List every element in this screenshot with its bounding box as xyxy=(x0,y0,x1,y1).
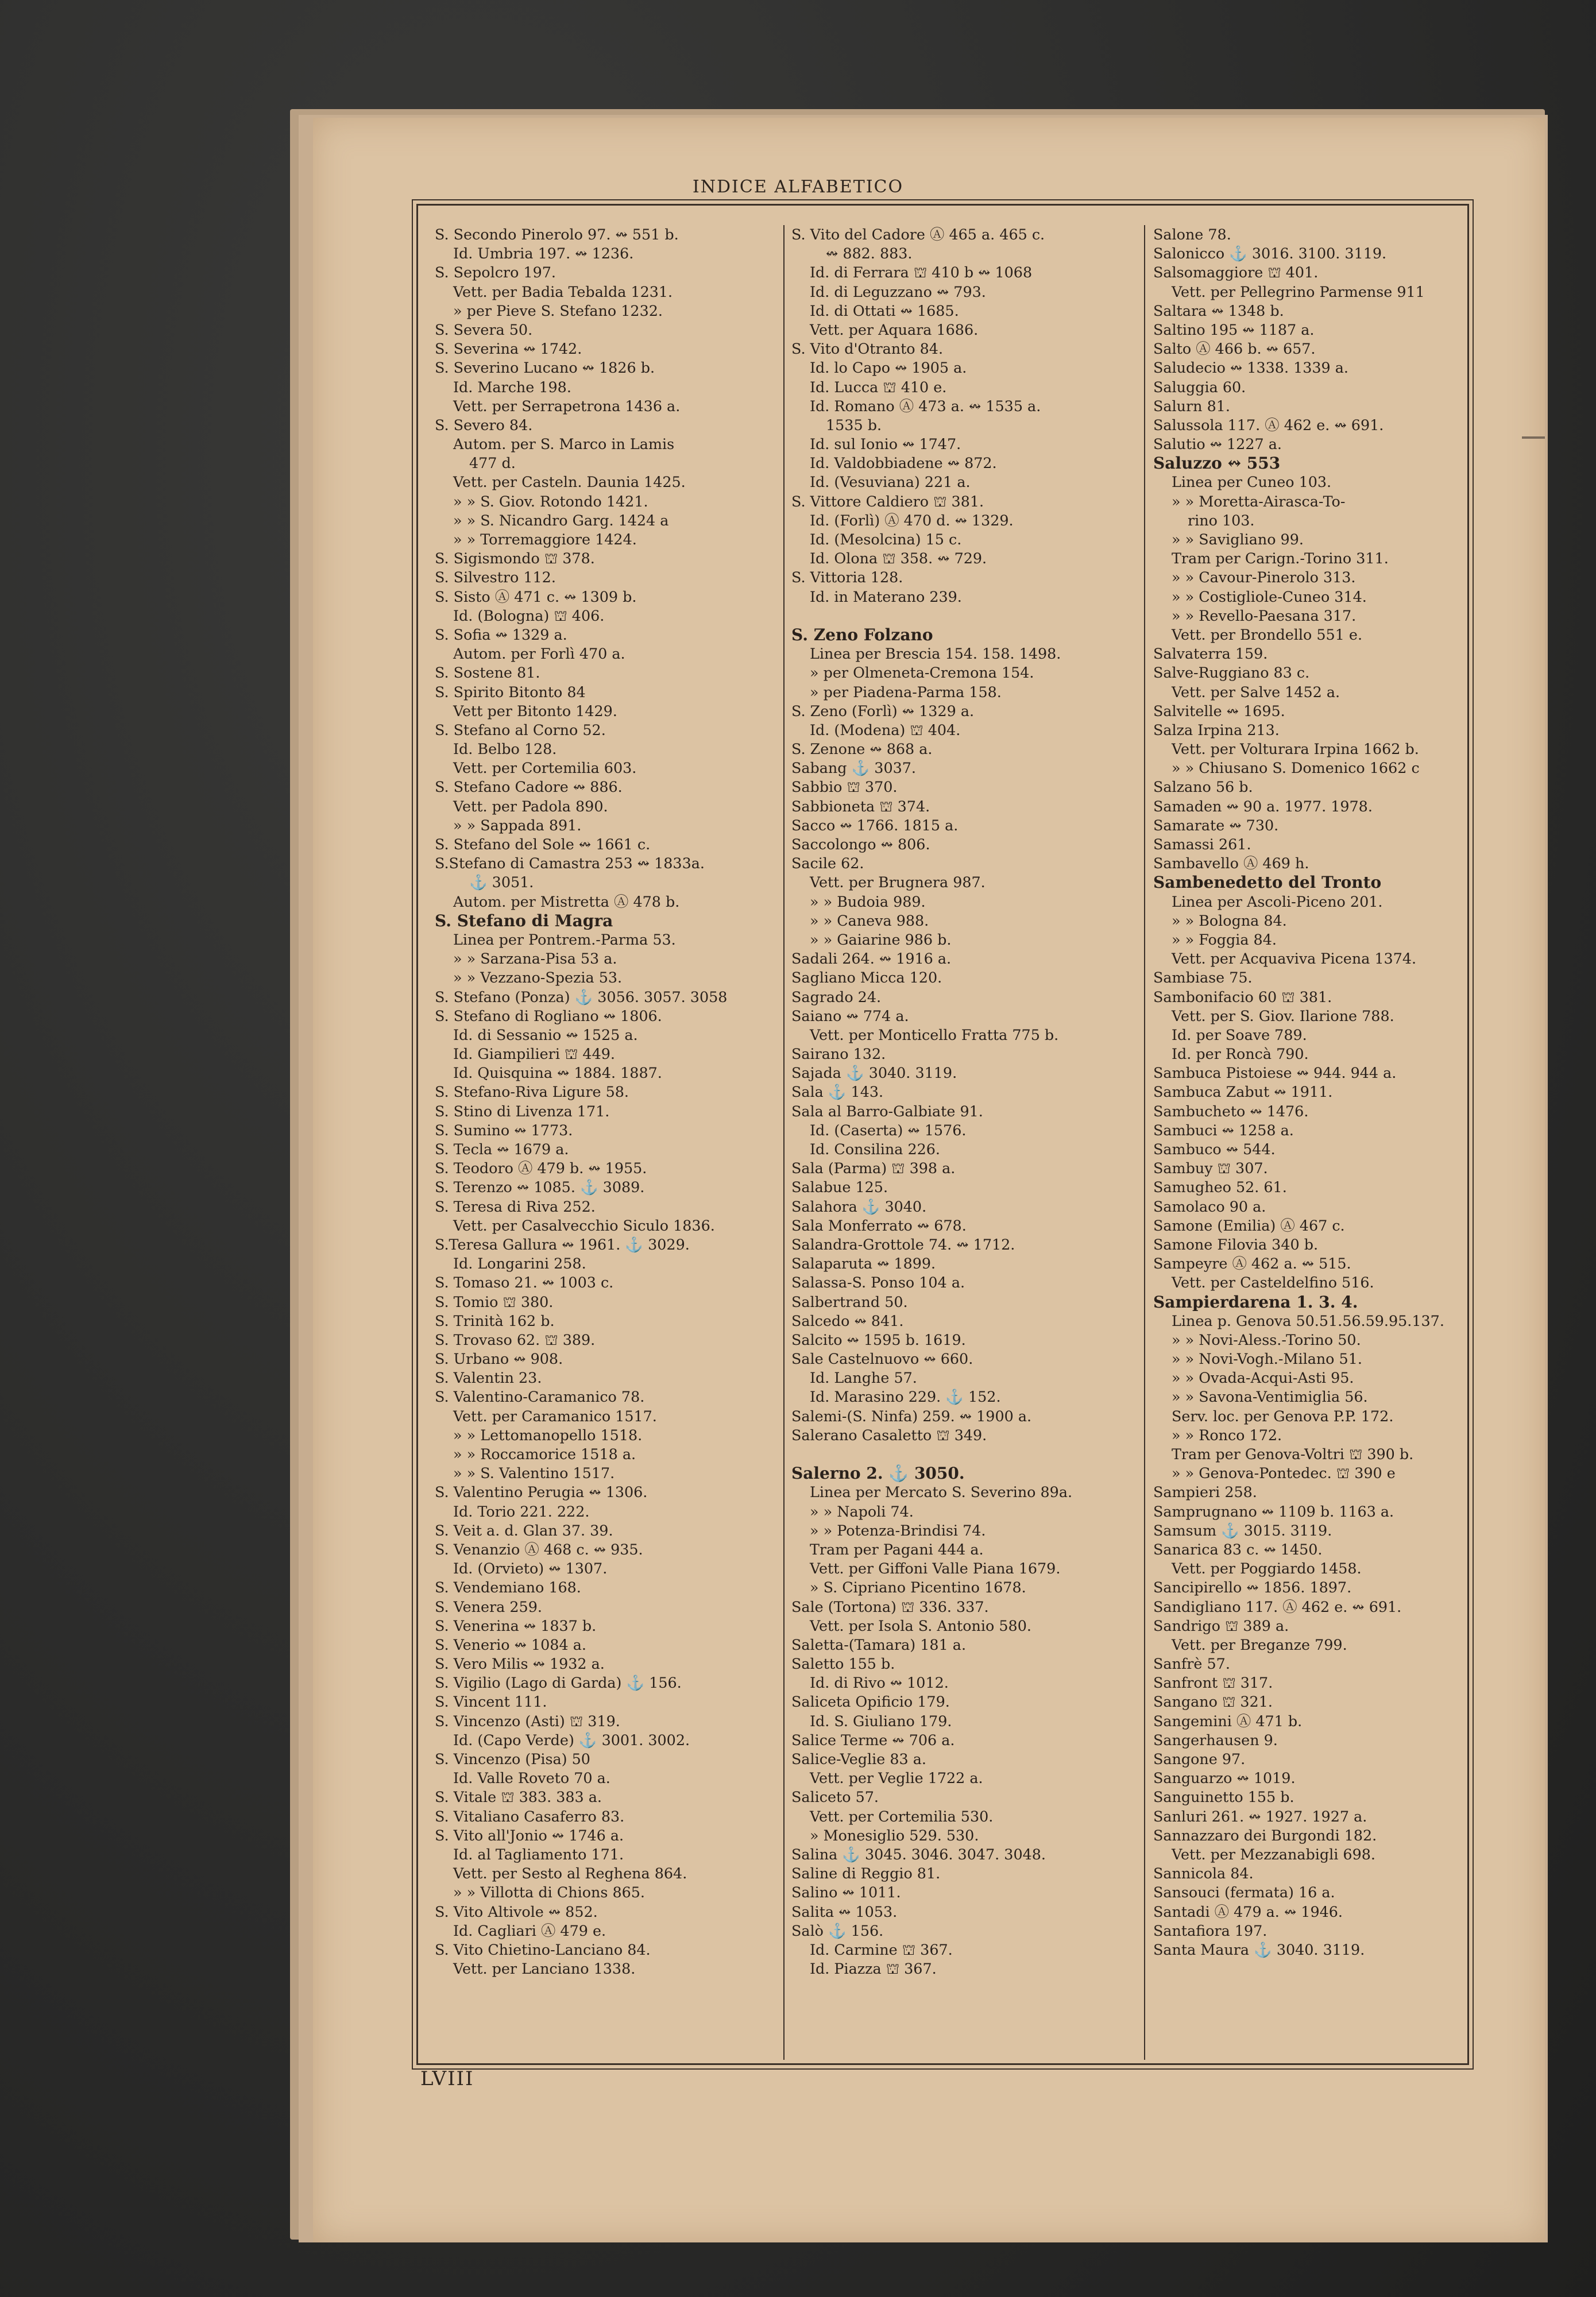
index-entry xyxy=(791,1445,1136,1464)
index-entry: Samsum ⚓ 3015. 3119. xyxy=(1153,1521,1332,1539)
index-entry: Vett. per Acquaviva Picena 1374. xyxy=(1172,950,1417,968)
index-entry: Saltino 195 ↭ 1187 a. xyxy=(1153,320,1315,338)
index-entry: Id. (Bologna) ⛫ 406. xyxy=(453,606,605,624)
index-entry: » » Savona-Ventimiglia 56. xyxy=(1172,1388,1368,1406)
index-entry: Id. in Materano 239. xyxy=(810,587,962,605)
index-entry: Id. (Caserta) ↭ 1576. xyxy=(810,1121,967,1139)
index-entry: Sandrigo ⛫ 389 a. xyxy=(1153,1617,1289,1634)
index-entry: Id. Umbria 197. ↭ 1236. xyxy=(453,245,634,262)
index-entry: Sambiase 75. xyxy=(1153,969,1253,987)
index-entry: S. Vero Milis ↭ 1932 a. xyxy=(435,1655,605,1673)
index-entry: Vett. per Pellegrino Parmense 911 xyxy=(1172,283,1425,300)
index-entry: Sansouci (fermata) 16 a. xyxy=(1153,1884,1335,1901)
index-column-1 xyxy=(435,225,779,1978)
index-entry: Id. Valle Roveto 70 a. xyxy=(453,1769,610,1787)
index-entry: Saluggia 60. xyxy=(1153,378,1246,396)
index-entry: Vett. per Sesto al Reghena 864. xyxy=(453,1865,687,1882)
index-entry: S. Trinità 162 b. xyxy=(435,1312,555,1329)
index-entry: Vett. per Padola 890. xyxy=(453,797,608,815)
index-entry: » » S. Valentino 1517. xyxy=(453,1464,615,1482)
index-entry: Id. di Rivo ↭ 1012. xyxy=(810,1674,949,1692)
index-entry: Sancipirello ↭ 1856. 1897. xyxy=(1153,1579,1352,1596)
index-entry: S. Tomaso 21. ↭ 1003 c. xyxy=(435,1274,614,1291)
index-entry: S. Vigilio (Lago di Garda) ⚓ 156. xyxy=(435,1674,682,1692)
index-entry: Sambuco ↭ 544. xyxy=(1153,1140,1276,1158)
index-entry: S. Severina ↭ 1742. xyxy=(435,340,582,358)
index-entry: S. Venerina ↭ 1837 b. xyxy=(435,1617,597,1634)
index-entry: Id. Giampilieri ⛫ 449. xyxy=(453,1045,615,1063)
index-entry: S. Sumino ↭ 1773. xyxy=(435,1121,573,1139)
index-entry: Saltara ↭ 1348 b. xyxy=(1153,301,1284,319)
index-entry: » » Napoli 74. xyxy=(810,1502,914,1520)
index-entry: Samone Filovia 340 b. xyxy=(1153,1235,1319,1253)
index-entry: Salcito ↭ 1595 b. 1619. xyxy=(791,1331,966,1348)
index-column-3 xyxy=(1153,225,1492,1959)
index-entry: » » Ronco 172. xyxy=(1172,1426,1282,1444)
index-entry: 477 d. xyxy=(469,454,516,472)
page-header: INDICE ALFABETICO xyxy=(692,177,904,197)
index-entry: » » Potenza-Brindisi 74. xyxy=(810,1521,986,1539)
index-entry: Tram per Pagani 444 a. xyxy=(810,1540,984,1558)
index-entry: S. Veit a. d. Glan 37. 39. xyxy=(435,1521,613,1539)
index-entry: Vett. per Salve 1452 a. xyxy=(1172,683,1340,701)
page-number: LVIII xyxy=(420,2067,474,2090)
index-entry: S. Valentin 23. xyxy=(435,1369,542,1387)
index-entry: Vett. per Casteln. Daunia 1425. xyxy=(453,473,686,491)
index-entry: Sangone 97. xyxy=(1153,1750,1246,1768)
index-entry: Vett. per Brondello 551 e. xyxy=(1172,625,1363,643)
index-entry: Id. (Mesolcina) 15 c. xyxy=(810,531,962,548)
index-entry: Salice Terme ↭ 706 a. xyxy=(791,1731,955,1749)
index-entry: Vett. per Lanciano 1338. xyxy=(453,1960,636,1978)
index-entry: » » Torremaggiore 1424. xyxy=(453,531,637,548)
index-entry: Sala al Barro-Galbiate 91. xyxy=(791,1102,983,1120)
index-entry: Samassi 261. xyxy=(1153,836,1251,853)
index-entry: Salvaterra 159. xyxy=(1153,645,1268,663)
index-heading: S. Zeno Folzano xyxy=(791,625,933,644)
index-entry: Sala (Parma) ⛫ 398 a. xyxy=(791,1159,956,1177)
index-entry: Id. di Sessanio ↭ 1525 a. xyxy=(453,1026,638,1043)
index-entry: Id. (Capo Verde) ⚓ 3001. 3002. xyxy=(453,1731,690,1749)
index-entry: Santa Maura ⚓ 3040. 3119. xyxy=(1153,1940,1365,1958)
index-heading: Sambenedetto del Tronto xyxy=(1153,873,1382,892)
index-entry: Id. Lucca ⛫ 410 e. xyxy=(810,378,947,396)
index-entry: Santafiora 197. xyxy=(1153,1921,1267,1939)
index-heading: S. Stefano di Magra xyxy=(435,911,613,930)
index-entry: S. Vito Altivole ↭ 852. xyxy=(435,1902,598,1920)
index-entry: Vett. per Giffoni Valle Piana 1679. xyxy=(810,1560,1061,1577)
index-entry: Sacco ↭ 1766. 1815 a. xyxy=(791,816,959,834)
index-entry: Id. Valdobbiadene ↭ 872. xyxy=(810,454,997,472)
index-entry: Saletta-(Tamara) 181 a. xyxy=(791,1635,967,1653)
index-entry: Sanguarzo ↭ 1019. xyxy=(1153,1769,1296,1787)
index-entry: S. Vendemiano 168. xyxy=(435,1579,581,1596)
index-entry: Autom. per Mistretta Ⓐ 478 b. xyxy=(453,892,680,910)
index-entry: S. Venera 259. xyxy=(435,1598,542,1615)
index-entry: ⚓ 3051. xyxy=(469,873,534,891)
index-entry: Sabang ⚓ 3037. xyxy=(791,759,916,777)
index-entry: Salaparuta ↭ 1899. xyxy=(791,1255,936,1273)
index-entry: Salsomaggiore ⛫ 401. xyxy=(1153,264,1319,281)
index-entry: Salabue 125. xyxy=(791,1178,888,1196)
index-entry: Santadi Ⓐ 479 a. ↭ 1946. xyxy=(1153,1902,1343,1920)
index-entry: Salino ↭ 1011. xyxy=(791,1884,901,1901)
index-entry: Vett. per Casteldelfino 516. xyxy=(1172,1274,1374,1291)
index-entry: S. Vito del Cadore Ⓐ 465 a. 465 c. xyxy=(791,226,1045,243)
index-entry: Id. per Soave 789. xyxy=(1172,1026,1307,1043)
index-entry: » » Chiusano S. Domenico 1662 c xyxy=(1172,759,1420,777)
index-entry: S. Severa 50. xyxy=(435,320,533,338)
index-entry: Sannazzaro dei Burgondi 182. xyxy=(1153,1826,1377,1844)
index-entry: S. Vito Chietino-Lanciano 84. xyxy=(435,1940,651,1958)
index-entry: » » Moretta-Airasca-To- xyxy=(1172,492,1346,510)
index-entry: Id. Torio 221. 222. xyxy=(453,1502,590,1520)
index-entry: » » Cavour-Pinerolo 313. xyxy=(1172,569,1356,586)
index-heading: Saluzzo ↭ 553 xyxy=(1153,454,1281,473)
index-entry: Id. Romano Ⓐ 473 a. ↭ 1535 a. xyxy=(810,397,1041,415)
index-entry: Sambuy ⛫ 307. xyxy=(1153,1159,1268,1177)
index-entry: Sampieri 258. xyxy=(1153,1483,1257,1501)
index-entry: Salò ⚓ 156. xyxy=(791,1921,884,1939)
index-entry: Vett. per Monticello Fratta 775 b. xyxy=(810,1026,1059,1043)
index-entry: S. Vito d'Otranto 84. xyxy=(791,340,944,358)
index-entry: Autom. per Forlì 470 a. xyxy=(453,645,625,663)
index-entry: Id. Belbo 128. xyxy=(453,740,557,758)
index-entry: Saccolongo ↭ 806. xyxy=(791,836,930,853)
index-entry: S. Severino Lucano ↭ 1826 b. xyxy=(435,359,655,377)
index-entry: S. Sigismondo ⛫ 378. xyxy=(435,550,595,567)
index-entry: Vett. per Cortemilia 530. xyxy=(810,1807,994,1825)
index-entry: S. Venerio ↭ 1084 a. xyxy=(435,1635,586,1653)
index-entry: S. Vitale ⛫ 383. 383 a. xyxy=(435,1788,602,1806)
index-column-2 xyxy=(791,225,1136,1978)
index-entry: Salice-Veglie 83 a. xyxy=(791,1750,926,1768)
index-entry: » » Foggia 84. xyxy=(1172,930,1277,948)
index-entry: Linea per Mercato S. Severino 89a. xyxy=(810,1483,1073,1501)
index-entry: Id. Piazza ⛫ 367. xyxy=(810,1960,937,1978)
index-entry: S. Vitaliano Casaferro 83. xyxy=(435,1807,625,1825)
index-entry: Salussola 117. Ⓐ 462 e. ↭ 691. xyxy=(1153,416,1384,434)
index-entry: » » S. Nicandro Garg. 1424 a xyxy=(453,511,669,529)
index-entry: S. Terenzo ↭ 1085. ⚓ 3089. xyxy=(435,1178,645,1196)
index-entry: S. Valentino Perugia ↭ 1306. xyxy=(435,1483,648,1501)
index-entry: S. Trovaso 62. ⛫ 389. xyxy=(435,1331,596,1348)
index-entry: Linea per Pontrem.-Parma 53. xyxy=(453,930,676,948)
index-entry: S. Teresa di Riva 252. xyxy=(435,1197,596,1215)
index-entry: » » Novi-Aless.-Torino 50. xyxy=(1172,1331,1361,1348)
index-entry: 1535 b. xyxy=(826,416,882,434)
index-entry: Vett. per Breganze 799. xyxy=(1172,1635,1347,1653)
index-entry: Salonicco ⚓ 3016. 3100. 3119. xyxy=(1153,245,1387,262)
index-entry: » » S. Giov. Rotondo 1421. xyxy=(453,492,648,510)
index-entry: Autom. per S. Marco in Lamis xyxy=(453,435,675,453)
index-entry: » » Sarzana-Pisa 53 a. xyxy=(453,950,617,968)
index-entry: Sala Monferrato ↭ 678. xyxy=(791,1216,967,1234)
index-entry: S. Sofia ↭ 1329 a. xyxy=(435,625,567,643)
index-entry: Id. (Forlì) Ⓐ 470 d. ↭ 1329. xyxy=(810,511,1014,529)
index-entry: Sangerhausen 9. xyxy=(1153,1731,1278,1749)
index-entry: Sangemini Ⓐ 471 b. xyxy=(1153,1712,1303,1730)
index-entry: S. Vito all'Jonio ↭ 1746 a. xyxy=(435,1826,624,1844)
index-entry: Sambucheto ↭ 1476. xyxy=(1153,1102,1309,1120)
index-entry: » per Olmeneta-Cremona 154. xyxy=(810,664,1034,682)
index-entry: Sairano 132. xyxy=(791,1045,886,1063)
index-entry: Vett. per Casalvecchio Siculo 1836. xyxy=(453,1216,715,1234)
index-entry: Saline di Reggio 81. xyxy=(791,1865,941,1882)
index-entry: Vett. per Volturara Irpina 1662 b. xyxy=(1172,740,1419,758)
index-entry: Sannicola 84. xyxy=(1153,1865,1254,1882)
index-entry: » S. Cipriano Picentino 1678. xyxy=(810,1579,1026,1596)
index-entry: Sale Castelnuovo ↭ 660. xyxy=(791,1350,973,1368)
index-entry: » per Pieve S. Stefano 1232. xyxy=(453,301,663,319)
index-entry: Sandigliano 117. Ⓐ 462 e. ↭ 691. xyxy=(1153,1598,1402,1615)
index-entry: Saletto 155 b. xyxy=(791,1655,895,1673)
index-entry: » » Gaiarine 986 b. xyxy=(810,930,952,948)
index-entry: S. Secondo Pinerolo 97. ↭ 551 b. xyxy=(435,226,679,243)
index-entry: Sabbio ⛫ 370. xyxy=(791,778,898,796)
index-entry: » » Caneva 988. xyxy=(810,911,929,929)
index-entry: » » Roccamorice 1518 a. xyxy=(453,1445,636,1463)
index-entry: Sadali 264. ↭ 1916 a. xyxy=(791,950,952,968)
index-entry: S. Sepolcro 197. xyxy=(435,264,556,281)
index-entry: Salutio ↭ 1227 a. xyxy=(1153,435,1282,453)
index-entry: Salzano 56 b. xyxy=(1153,778,1253,796)
index-entry: Vett. per Poggiardo 1458. xyxy=(1172,1560,1362,1577)
index-entry: » » Villotta di Chions 865. xyxy=(453,1884,645,1901)
index-entry: » » Vezzano-Spezia 53. xyxy=(453,969,623,987)
index-entry: Id. di Leguzzano ↭ 793. xyxy=(810,283,986,300)
index-entry: ↭ 882. 883. xyxy=(826,245,913,262)
index-entry: S. Vittore Caldiero ⛫ 381. xyxy=(791,492,984,510)
index-entry: Salahora ⚓ 3040. xyxy=(791,1197,927,1215)
index-entry: S. Stefano di Rogliano ↭ 1806. xyxy=(435,1007,662,1024)
index-entry: Id. di Ottati ↭ 1685. xyxy=(810,301,959,319)
index-entry: Id. Langhe 57. xyxy=(810,1369,917,1387)
index-entry: » » Sappada 891. xyxy=(453,816,582,834)
index-entry: S. Vittoria 128. xyxy=(791,569,903,586)
index-entry: Sagrado 24. xyxy=(791,988,882,1006)
index-entry: » » Bologna 84. xyxy=(1172,911,1287,929)
index-entry: Linea p. Genova 50.51.56.59.95.137. xyxy=(1172,1312,1444,1329)
index-entry: » » Lettomanopello 1518. xyxy=(453,1426,643,1444)
index-entry: S. Tomio ⛫ 380. xyxy=(435,1293,554,1310)
index-entry: Sambavello Ⓐ 469 h. xyxy=(1153,854,1309,872)
index-entry: S. Sisto Ⓐ 471 c. ↭ 1309 b. xyxy=(435,587,637,605)
index-entry: S. Vincenzo (Pisa) 50 xyxy=(435,1750,590,1768)
index-entry: S. Zenone ↭ 868 a. xyxy=(791,740,933,758)
index-entry: Sacile 62. xyxy=(791,854,864,872)
index-entry: Salve-Ruggiano 83 c. xyxy=(1153,664,1310,682)
index-entry: Sajada ⚓ 3040. 3119. xyxy=(791,1064,957,1082)
index-entry: Saliceta Opificio 179. xyxy=(791,1693,950,1711)
index-entry: Salto Ⓐ 466 b. ↭ 657. xyxy=(1153,340,1316,358)
page-mark xyxy=(1522,436,1545,439)
index-entry: Vett per Bitonto 1429. xyxy=(453,702,617,720)
column-divider xyxy=(783,225,785,2060)
index-entry: S. Stefano del Sole ↭ 1661 c. xyxy=(435,836,651,853)
index-entry: Linea per Brescia 154. 158. 1498. xyxy=(810,645,1061,663)
index-entry: Samaden ↭ 90 a. 1977. 1978. xyxy=(1153,797,1373,815)
index-entry: Id. (Vesuviana) 221 a. xyxy=(810,473,971,491)
index-entry: Salandra-Grottole 74. ↭ 1712. xyxy=(791,1235,1015,1253)
index-entry xyxy=(791,606,1136,625)
index-entry: Id. S. Giuliano 179. xyxy=(810,1712,952,1730)
index-entry: S. Venanzio Ⓐ 468 c. ↭ 935. xyxy=(435,1540,643,1558)
index-entry: Sambuca Pistoiese ↭ 944. 944 a. xyxy=(1153,1064,1397,1082)
index-entry: Sagliano Micca 120. xyxy=(791,969,942,987)
index-entry: Id. Carmine ⛫ 367. xyxy=(810,1940,953,1958)
index-entry: Id. Consilina 226. xyxy=(810,1140,940,1158)
index-entry: Vett. per Mezzanabigli 698. xyxy=(1172,1845,1375,1863)
index-entry: » » Costigliole-Cuneo 314. xyxy=(1172,587,1367,605)
index-entry: Sambonifacio 60 ⛫ 381. xyxy=(1153,988,1332,1006)
index-entry: Sanfrè 57. xyxy=(1153,1655,1230,1673)
index-entry: Serv. loc. per Genova P.P. 172. xyxy=(1172,1407,1394,1425)
index-entry: Tram per Genova-Voltri ⛫ 390 b. xyxy=(1172,1445,1414,1463)
index-entry: Saiano ↭ 774 a. xyxy=(791,1007,909,1024)
index-entry: » Monesiglio 529. 530. xyxy=(810,1826,979,1844)
index-entry: S. Valentino-Caramanico 78. xyxy=(435,1388,645,1406)
index-entry: Id. Quisquina ↭ 1884. 1887. xyxy=(453,1064,662,1082)
index-entry: Samone (Emilia) Ⓐ 467 c. xyxy=(1153,1216,1345,1234)
index-entry: » » Genova-Pontedec. ⛫ 390 e xyxy=(1172,1464,1396,1482)
index-entry: S. Vincenzo (Asti) ⛫ 319. xyxy=(435,1712,620,1730)
index-entry: » » Revello-Paesana 317. xyxy=(1172,606,1357,624)
index-entry: Vett. per Brugnera 987. xyxy=(810,873,986,891)
index-entry: Sabbioneta ⛫ 374. xyxy=(791,797,930,815)
index-entry: S. Teodoro Ⓐ 479 b. ↭ 1955. xyxy=(435,1159,647,1177)
index-entry: Tram per Carign.-Torino 311. xyxy=(1172,550,1389,567)
index-entry: Salina ⚓ 3045. 3046. 3047. 3048. xyxy=(791,1845,1046,1863)
index-entry: Id. (Modena) ⛫ 404. xyxy=(810,721,961,738)
index-entry: S. Stino di Livenza 171. xyxy=(435,1102,610,1120)
index-entry: S. Silvestro 112. xyxy=(435,569,556,586)
index-entry: Linea per Cuneo 103. xyxy=(1172,473,1332,491)
index-entry: Vett. per Caramanico 1517. xyxy=(453,1407,657,1425)
index-entry: Salerano Casaletto ⛫ 349. xyxy=(791,1426,987,1444)
index-entry: Id. di Ferrara ⛫ 410 b ↭ 1068 xyxy=(810,264,1033,281)
index-entry: Sambuca Zabut ↭ 1911. xyxy=(1153,1083,1333,1101)
index-entry: Linea per Ascoli-Piceno 201. xyxy=(1172,892,1383,910)
index-entry: S. Severo 84. xyxy=(435,416,533,434)
index-entry: » per Piadena-Parma 158. xyxy=(810,683,1002,701)
index-entry: Id. Marche 198. xyxy=(453,378,571,396)
index-entry: Id. Longarini 258. xyxy=(453,1255,586,1273)
index-entry: Samprugnano ↭ 1109 b. 1163 a. xyxy=(1153,1502,1394,1520)
index-entry: Sanarica 83 c. ↭ 1450. xyxy=(1153,1540,1323,1558)
index-entry: Sanluri 261. ↭ 1927. 1927 a. xyxy=(1153,1807,1367,1825)
index-entry: Vett. per Cortemilia 603. xyxy=(453,759,637,777)
column-divider xyxy=(1144,225,1145,2060)
index-entry: S. Spirito Bitonto 84 xyxy=(435,683,586,701)
index-entry: » » Savigliano 99. xyxy=(1172,531,1304,548)
index-entry: Vett. per Veglie 1722 a. xyxy=(810,1769,983,1787)
index-entry: S. Stefano (Ponza) ⚓ 3056. 3057. 3058 xyxy=(435,988,728,1006)
index-entry: Salcedo ↭ 841. xyxy=(791,1312,904,1329)
index-entry: Id. Marasino 229. ⚓ 152. xyxy=(810,1388,1001,1406)
index-entry: Salvitelle ↭ 1695. xyxy=(1153,702,1285,720)
index-entry: S. Tecla ↭ 1679 a. xyxy=(435,1140,569,1158)
index-entry: Samarate ↭ 730. xyxy=(1153,816,1279,834)
index-entry: Samugheo 52. 61. xyxy=(1153,1178,1287,1196)
index-entry: Id. sul Ionio ↭ 1747. xyxy=(810,435,961,453)
index-entry: Id. per Roncà 790. xyxy=(1172,1045,1309,1063)
index-entry: Vett. per S. Giov. Ilarione 788. xyxy=(1172,1007,1394,1024)
index-heading: Salerno 2. ⚓ 3050. xyxy=(791,1464,965,1483)
index-entry: Id. Olona ⛫ 358. ↭ 729. xyxy=(810,550,987,567)
index-entry: » » Budoia 989. xyxy=(810,892,926,910)
index-entry: Sanguinetto 155 b. xyxy=(1153,1788,1294,1806)
index-entry: S. Sostene 81. xyxy=(435,664,540,682)
index-entry: rino 103. xyxy=(1188,511,1255,529)
index-entry: S. Stefano al Corno 52. xyxy=(435,721,606,738)
index-entry: Vett. per Badia Tebalda 1231. xyxy=(453,283,673,300)
index-entry: » » Ovada-Acqui-Asti 95. xyxy=(1172,1369,1354,1387)
index-entry: S. Stefano-Riva Ligure 58. xyxy=(435,1083,629,1101)
index-entry: S. Vincent 111. xyxy=(435,1693,547,1711)
index-entry: Id. lo Capo ↭ 1905 a. xyxy=(810,359,967,377)
index-entry: S. Urbano ↭ 908. xyxy=(435,1350,563,1368)
index-entry: Sambuci ↭ 1258 a. xyxy=(1153,1121,1294,1139)
index-entry: Salita ↭ 1053. xyxy=(791,1902,898,1920)
index-entry: S. Stefano Cadore ↭ 886. xyxy=(435,778,623,796)
index-entry: S.Stefano di Camastra 253 ↭ 1833a. xyxy=(435,854,705,872)
index-entry: Salbertrand 50. xyxy=(791,1293,908,1310)
index-entry: Saludecio ↭ 1338. 1339 a. xyxy=(1153,359,1348,377)
index-entry: Vett. per Serrapetrona 1436 a. xyxy=(453,397,681,415)
index-entry: Salurn 81. xyxy=(1153,397,1230,415)
index-entry: Samolaco 90 a. xyxy=(1153,1197,1266,1215)
index-entry: Id. (Orvieto) ↭ 1307. xyxy=(453,1560,608,1577)
index-entry: Id. al Tagliamento 171. xyxy=(453,1845,624,1863)
index-entry: » » Novi-Vogh.-Milano 51. xyxy=(1172,1350,1362,1368)
index-entry: Sanfront ⛫ 317. xyxy=(1153,1674,1273,1692)
index-entry: Salza Irpina 213. xyxy=(1153,721,1280,738)
index-entry: Sala ⚓ 143. xyxy=(791,1083,884,1101)
index-entry: Id. Cagliari Ⓐ 479 e. xyxy=(453,1921,606,1939)
index-entry: Saliceto 57. xyxy=(791,1788,879,1806)
index-entry: Salemi-(S. Ninfa) 259. ↭ 1900 a. xyxy=(791,1407,1032,1425)
index-entry: S.Teresa Gallura ↭ 1961. ⚓ 3029. xyxy=(435,1235,690,1253)
index-heading: Sampierdarena 1. 3. 4. xyxy=(1153,1292,1358,1312)
index-entry: Sampeyre Ⓐ 462 a. ↭ 515. xyxy=(1153,1255,1351,1273)
index-entry: Vett. per Aquara 1686. xyxy=(810,320,979,338)
index-entry: Salone 78. xyxy=(1153,226,1231,243)
index-entry: Vett. per Isola S. Antonio 580. xyxy=(810,1617,1031,1634)
index-entry: Sangano ⛫ 321. xyxy=(1153,1693,1273,1711)
index-entry: Sale (Tortona) ⛫ 336. 337. xyxy=(791,1598,989,1615)
index-entry: Salassa-S. Ponso 104 a. xyxy=(791,1274,965,1291)
index-entry: S. Zeno (Forlì) ↭ 1329 a. xyxy=(791,702,975,720)
